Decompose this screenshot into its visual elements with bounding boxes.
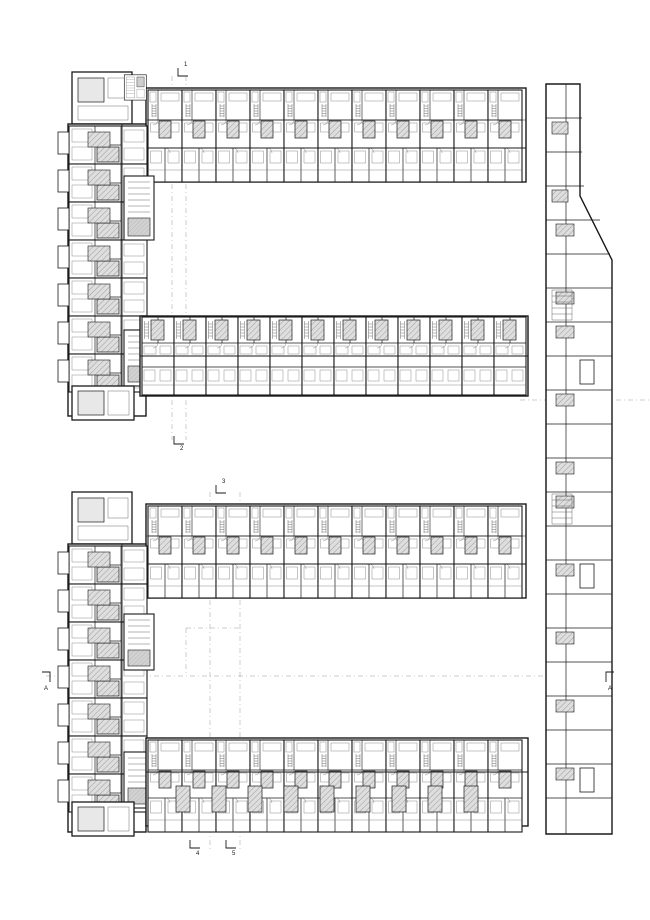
block-upper-southwest-corner xyxy=(72,386,134,420)
section-marker-3-label: 3 xyxy=(222,479,226,485)
section-marker-4-label: 4 xyxy=(196,851,200,857)
block-upper-north-wing xyxy=(146,88,526,182)
section-marker-a-left-label: A xyxy=(44,686,49,692)
section-marker-a-right-label: A xyxy=(608,686,613,692)
section-marker-1-label: 1 xyxy=(184,62,188,68)
block-lower-north-wing xyxy=(146,504,526,598)
block-lower-south-wing xyxy=(146,738,528,832)
block-lower-southwest-corner xyxy=(72,802,134,836)
section-marker-2-label: 2 xyxy=(180,446,184,452)
section-marker-5-label: 5 xyxy=(232,851,236,857)
block-lower-northwest-corner xyxy=(72,492,132,544)
block-upper-south-wing xyxy=(140,316,528,396)
